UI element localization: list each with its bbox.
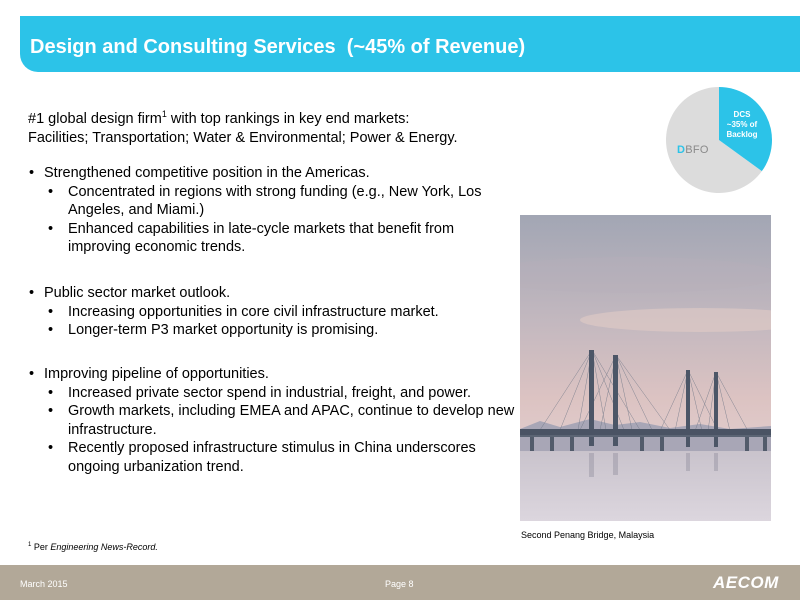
intro-text-suffix: with top rankings in key end markets: (166, 111, 410, 127)
intro-paragraph (28, 110, 508, 148)
sub-bullet: • Longer-term P3 market opportunity is promising. (28, 321, 518, 340)
photo-caption: Second Penang Bridge, Malaysia (521, 530, 655, 540)
sub-bullet: • Concentrated in regions with strong funding (e.g., New York, Los Angeles, and Miami.) (28, 183, 518, 220)
bullet-section-americas (28, 164, 518, 257)
intro-line-2: Facilities; Transportation; Water & Environmental; Power & Energy. (28, 130, 458, 146)
page-title: Design and Consulting Services (~45% of Revenue) (30, 36, 526, 58)
footnote-source: Engineering News-Record. (50, 542, 158, 552)
bridge-photo (520, 215, 771, 521)
intro-text: #1 global design firm (28, 111, 162, 127)
sub-bullet: • Increased private sector spend in industrial, freight, and power. (28, 384, 518, 403)
footer-date: March 2015 (20, 579, 68, 589)
bullet-heading: • Improving pipeline of opportunities. (28, 365, 518, 384)
pie-label-dbfo-rest: BFO (685, 144, 709, 156)
sub-bullet: • Growth markets, including EMEA and APAC, continue to develop new infrastructure. (28, 402, 518, 439)
page-number: Page 8 (385, 579, 414, 589)
footnote-prefix: Per (33, 542, 51, 552)
bullet-heading: • Strengthened competitive position in the Americas. (28, 164, 518, 183)
title-bar (20, 16, 800, 72)
footnote-marker: 1 (28, 542, 32, 548)
pie-label-dcs-line: DCS (733, 110, 751, 119)
footer-bar (0, 565, 800, 600)
sub-bullet: • Increasing opportunities in core civil infrastructure market. (28, 303, 518, 322)
pie-label-dcs-line: ~35% of (726, 120, 758, 129)
aecom-logo: AECOM (713, 573, 779, 592)
footnote (28, 542, 158, 552)
pie-label-dcs (718, 110, 766, 140)
backlog-pie-chart (666, 87, 772, 193)
bullet-section-pipeline (28, 365, 518, 476)
pie-label-dcs-line: Backlog (726, 130, 758, 139)
pie-label-dbfo-initial: D (677, 144, 686, 156)
pie-label-dbfo (677, 144, 709, 156)
sub-bullet: • Enhanced capabilities in late-cycle markets that benefit from improving economic trends. (28, 220, 518, 257)
bridge-image (520, 215, 771, 521)
bullet-heading: • Public sector market outlook. (28, 284, 518, 303)
sub-bullet: • Recently proposed infrastructure stimulus in China underscores ongoing urbanization trend. (28, 439, 518, 476)
intro-line-1 (28, 110, 508, 129)
bullet-section-public-sector (28, 284, 518, 340)
footnote-marker: 1 (161, 109, 167, 119)
